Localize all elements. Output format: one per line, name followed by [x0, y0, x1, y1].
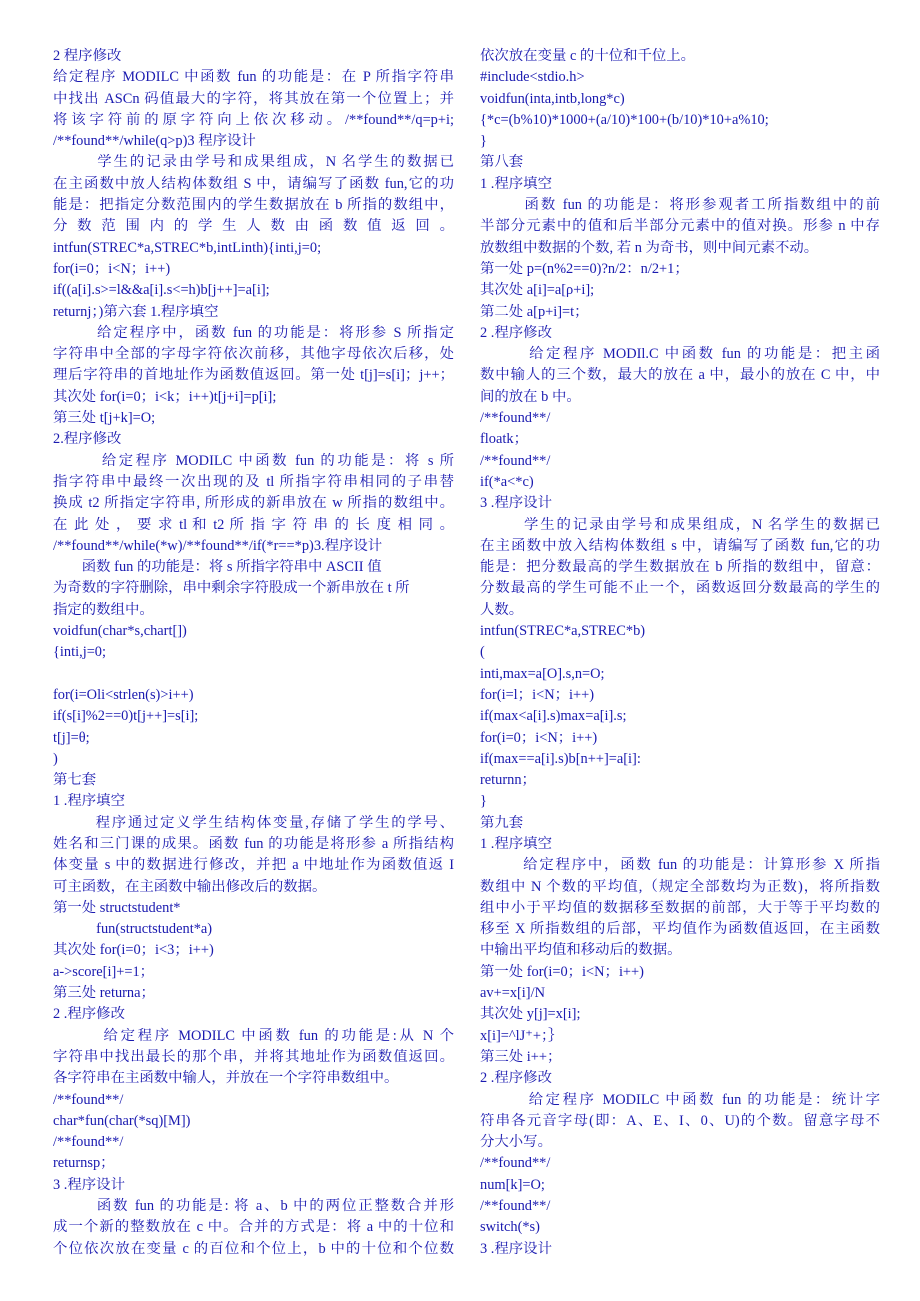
right-column-line: 学生的记录由学号和成果组成，N 名学生的数据已: [480, 516, 880, 533]
right-column-line: 数组中 N 个数的平均值,（规定全部数均为正数)，将所指数: [480, 878, 880, 895]
right-column-line: 其次处 a[i]=a[ρ+i];: [480, 282, 595, 299]
left-column-line: fun(structstudent*a): [53, 921, 213, 938]
left-column-line: 其次处 for(i=0；i<3；i++): [53, 942, 214, 959]
right-column-line: if(max==a[i].s)b[n++]=a[i]:: [480, 750, 641, 767]
left-column-line: /**found**/: [53, 1091, 124, 1108]
right-column-line: x[i]=^lJ⁺+；｝: [480, 1027, 563, 1044]
left-column-line: intfun(STREC*a,STREC*b,intLinth){inti,j=0;: [53, 239, 322, 256]
left-column-line: 函数 fun 的功能是：将 s 所指字符串中 ASCII 值: [53, 559, 382, 576]
left-column-line: char*fun(char(*sq)[M]): [53, 1112, 191, 1129]
left-column-line: 分 数 范 围 内 的 学 生 人 数 由 函 数 值 返 回 。: [53, 218, 454, 235]
right-column-line: 其次处 y[j]=x[i];: [480, 1006, 581, 1023]
left-column-line: 指字符串中最终一次出现的及 tl 所指字符串相同的子串替: [53, 473, 454, 490]
left-column-line: t[j]=θ;: [53, 729, 90, 746]
right-column-line: 分数最高的学生可能不止一个，函数返回分数最高的学生的: [480, 580, 880, 597]
left-column-line: 其次处 for(i=0；i<k；i++)t[j+i]=p[i];: [53, 388, 277, 405]
left-column-line: 2.程序修改: [53, 431, 122, 448]
left-column-line: returnj；)第六套 1.程序填空: [53, 303, 219, 320]
left-column-line: 成一个新的整数放在 c 中。合并的方式是：将 a 中的十位和: [53, 1219, 454, 1236]
left-column-line: 给定程序中，函数 fun 的功能是：将形参 S 所指定: [53, 324, 454, 341]
left-column-line: 程序通过定义学生结构体变量,存储了学生的学号、: [53, 814, 454, 831]
left-column-line: /**found**/: [53, 1134, 124, 1151]
right-column-line: 1 .程序填空: [480, 175, 552, 192]
left-column-line: 第七套: [53, 772, 97, 789]
right-column-line: 3 .程序设计: [480, 1240, 552, 1257]
left-column-line: voidfun(char*s,chart[]): [53, 623, 187, 640]
right-column-line: 半部分元素中的值和后半部分元素中的值对换。形参 n 中存: [480, 218, 880, 235]
left-column-line: 姓名和三门课的成果。函数 fun 的功能是将形参 a 所指结构: [53, 835, 454, 852]
left-column-line: 换成 t2 所指定字符串, 所形成的新串放在 w 所指的数组中。: [53, 495, 454, 512]
right-column-line: 2 .程序修改: [480, 324, 552, 341]
left-column-line: if(s[i]%2==0)t[j++]=s[i];: [53, 708, 199, 725]
left-column-line: 第三处 returna；: [53, 985, 155, 1002]
right-column-line: (: [480, 644, 485, 661]
right-column-line: 间的放在 b 中。: [480, 388, 581, 405]
right-column-line: #include<stdio.h>: [480, 69, 585, 86]
left-column-line: 第三处 t[j+k]=O;: [53, 410, 156, 427]
right-column-line: {*c=(b%10)*1000+(a/10)*100+(b/10)*10+a%10;: [480, 111, 769, 128]
left-column-line: a->score[i]+=1；: [53, 963, 155, 980]
right-column-line: 函数 fun 的功能是：将形参观者工所指数组中的前: [480, 197, 880, 214]
left-column-line: 学生的记录由学号和成果组成，N 名学生的数据已: [53, 154, 454, 171]
left-column-line: 中找出 ASCn 码值最大的字符，将其放在第一个位置上；并: [53, 90, 454, 107]
right-column-line: 中输出平均值和移动后的数据。: [480, 942, 682, 959]
right-column-line: 给定程序中，函数 fun 的功能是：计算形参 X 所指: [480, 857, 880, 874]
left-column-line: 给定程序 MODILC 中函数 fun 的功能是：在 P 所指字符串: [53, 69, 454, 86]
left-column-line: 将该字符前的原字符向上依次移动。/**found**/q=p+i;: [53, 111, 454, 128]
left-column-line: 各字符串在主函数中输人，并放在一个字符串数组中。: [53, 1070, 399, 1087]
right-column-line: av+=x[i]/N: [480, 985, 545, 1002]
left-column-line: if((a[i].s>=l&&a[i].s<=h)b[j++]=a[i];: [53, 282, 270, 299]
left-column-line: 字符串中找出最长的那个串，并将其地址作为函数值返回。: [53, 1048, 454, 1065]
left-column-line: 在 此 处 ， 要 求 tl 和 t2 所 指 字 符 串 的 长 度 相 同 。: [53, 516, 454, 533]
right-column-line: /**found**/: [480, 1198, 551, 1215]
right-column-line: 符串各元音字母(即：A、E、I、0、U)的个数。留意字母不: [480, 1112, 880, 1129]
left-column-line: 3 .程序设计: [53, 1176, 125, 1193]
right-column-line: 3 .程序设计: [480, 495, 552, 512]
right-column-line: /**found**/: [480, 410, 551, 427]
left-column-line: 2 .程序修改: [53, 1006, 125, 1023]
right-column-line: for(i=0；i<N；i++): [480, 729, 598, 746]
right-column-line: 数中输人的三个数，最大的放在 a 中，最小的放在 C 中，中: [480, 367, 880, 384]
right-column-line: }: [480, 793, 487, 810]
left-column-line: /**found**/while(q>p)3 程序设计: [53, 133, 256, 150]
left-column-line: 为奇数的字符删除，串中剩余字符股成一个新串放在 t 所: [53, 580, 410, 597]
right-column-line: 移至 X 所指数组的后部，平均值作为函数值返回，在主函数: [480, 921, 880, 938]
left-column-line: 2 程序修改: [53, 48, 122, 64]
left-column: [53, 46, 454, 1260]
right-column-line: 分大小写。: [480, 1134, 552, 1151]
right-column-line: 2 .程序修改: [480, 1070, 552, 1087]
right-column-line: 第三处 i++；: [480, 1048, 562, 1065]
right-column-line: voidfun(inta,intb,long*c): [480, 90, 625, 107]
right-column-line: 人数。: [480, 601, 524, 618]
right-column-line: }: [480, 133, 487, 150]
left-column-line: 体变量 s 中的数据进行修改，并把 a 中地址作为函数值返 I: [53, 857, 454, 874]
right-column-line: /**found**/: [480, 1155, 551, 1172]
right-column-line: 依次放在变量 c 的十位和千位上。: [480, 48, 696, 64]
right-column-line: num[k]=O;: [480, 1176, 545, 1193]
right-column-line: 第一处 p=(n%2==0)?n/2：n/2+1；: [480, 260, 689, 277]
left-column-line: 可主函数，在主函数中输出修改后的数据。: [53, 878, 327, 895]
right-column-line: 第二处 a[p+i]=t；: [480, 303, 589, 320]
left-column-line: 能是：把指定分数范围内的学生数据放在 b 所指的数组中，: [53, 197, 454, 214]
right-column: [480, 46, 880, 1260]
right-column-line: 给定程序 MODIl.C 中函数 fun 的功能是：把主函: [480, 346, 880, 363]
right-column-line: /**found**/: [480, 452, 551, 469]
right-column-line: 在主函数中放入结构体数组 s 中，请编写了函数 fun,它的功: [480, 537, 880, 554]
left-column-line: 给定程序 MODILC 中函数 fun 的功能是：将 s 所: [53, 452, 454, 469]
left-column-line: 函数 fun 的功能是: 将 a、b 中的两位正整数合并形: [53, 1198, 454, 1215]
right-column-line: inti,max=a[O].s,n=O;: [480, 665, 605, 682]
left-column-line: 第一处 structstudent*: [53, 899, 181, 916]
right-column-line: intfun(STREC*a,STREC*b): [480, 623, 646, 640]
right-column-line: 能是：把分数最高的学生数据放在 b 所指的数组中，留意：: [480, 559, 880, 576]
right-column-line: 第九套: [480, 814, 524, 831]
right-column-line: for(i=l；i<N；i++): [480, 686, 594, 703]
left-column-line: 字符串中全部的字母字符依次前移，其他字母依次后移，处: [53, 346, 454, 363]
left-column-line: [53, 664, 454, 685]
left-column-line: for(i=0；i<N；i++): [53, 260, 171, 277]
left-column-line: 理后字符串的首地址作为函数值返回。第一处 t[j]=s[i]；j++；: [53, 367, 454, 384]
left-column-line: 1 .程序填空: [53, 793, 125, 810]
left-column-line: 给定程序 MODILC 中函数 fun 的功能是:从 N 个: [53, 1027, 454, 1044]
right-column-line: if(*a<*c): [480, 473, 534, 490]
left-column-line: returnsp；: [53, 1155, 115, 1172]
right-column-line: floatk；: [480, 431, 528, 448]
left-column-line: 指定的数组中。: [53, 601, 154, 618]
left-column-line: for(i=Oli<strlen(s)>i++): [53, 686, 194, 703]
right-column-line: 1 .程序填空: [480, 835, 552, 852]
left-column-line: {inti,j=0;: [53, 644, 107, 661]
left-column-line: 在主函数中放人结构体数组 S 中，请编写了函数 fun,它的功: [53, 175, 454, 192]
right-column-line: switch(*s): [480, 1219, 540, 1236]
left-column-line: 个位依次放在变量 c 的百位和个位上，b 中的十位和个位数: [53, 1240, 454, 1257]
right-column-line: 第一处 for(i=0；i<N；i++): [480, 963, 644, 980]
right-column-line: 放数组中数据的个数, 若 n 为奇书，则中间元素不动。: [480, 239, 819, 256]
left-column-line: /**found**/while(*w)/**found**/if(*r==*p)3.程序设计: [53, 537, 383, 554]
right-column-line: 第八套: [480, 154, 524, 171]
right-column-line: if(max<a[i].s)max=a[i].s;: [480, 708, 627, 725]
right-column-line: returnn；: [480, 772, 536, 789]
right-column-line: 组中小于平均值的数据移至数据的前部，大于等于平均数的: [480, 899, 880, 916]
left-column-line: ): [53, 750, 58, 767]
right-column-line: 给定程序 MODILC 中函数 fun 的功能是：统计字: [480, 1091, 880, 1108]
